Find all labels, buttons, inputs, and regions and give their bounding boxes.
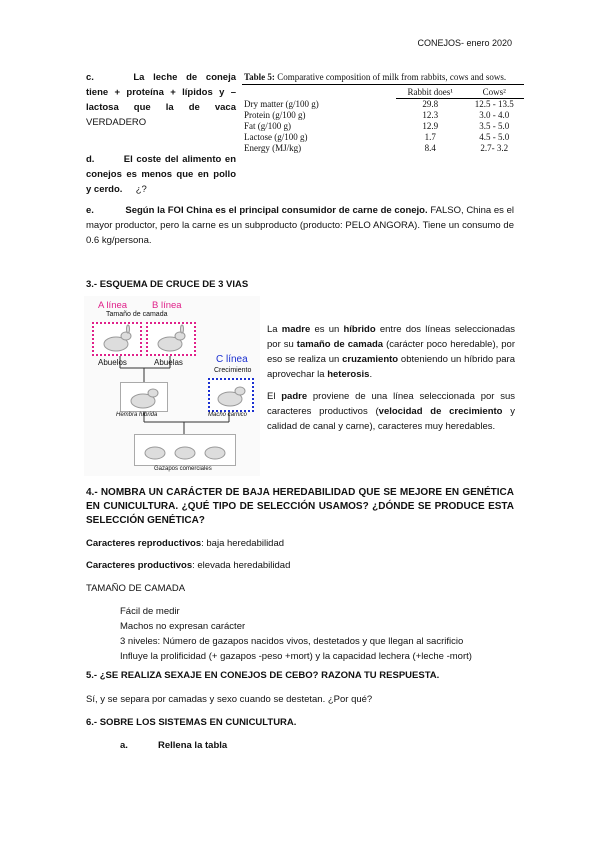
table-row: Energy (MJ/kg) 8.4 2.7- 3.2 <box>244 143 509 153</box>
item-d-line2: conejos es menos que en pollo <box>86 169 236 180</box>
item-e <box>86 203 514 248</box>
c-linea-label: C línea <box>216 354 248 365</box>
crecimiento-label: Crecimiento <box>214 367 252 374</box>
section3-paragraph-padre: El padre proviene de una línea seleccionada por sus caracteres productivos (velocidad de crecimiento y calidad de canal y carne), caracteres muy heredables. <box>267 391 516 432</box>
macho-label: Macho cárnico <box>208 412 248 418</box>
col-cows: Cows² <box>464 87 524 99</box>
section3-heading: 3.- ESQUEMA DE CRUCE DE 3 VIAS <box>86 279 249 290</box>
tamano-list <box>120 604 520 664</box>
col-rabbit: Rabbit does¹ <box>396 87 464 99</box>
gazapos-label: Gazapos comerciales <box>154 466 212 472</box>
list-item: Machos no expresan carácter <box>120 621 246 632</box>
item-e-answer: FALSO, China es el mayor productor, pero la carne es un subproducto (producto: PELO ANGORA). Tiene un consumo de 0.6 kg/persona. <box>86 205 514 246</box>
abuelos-b-box <box>146 322 196 356</box>
item-c-letter: c. <box>86 72 94 83</box>
item-d-letter: d. <box>86 154 95 165</box>
three-way-cross-diagram <box>84 296 260 476</box>
item-c-line3: lactosa que la de vaca <box>86 102 236 113</box>
macho-box <box>208 378 254 412</box>
section4-heading: 4.- NOMBRA UN CARÁCTER DE BAJA HEREDABILIDAD QUE SE MEJORE EN GENÉTICA EN CUNICULTURA. ¿QUÉ TIPO DE SELECCIÓN USAMOS? ¿DÓNDE SE PRODUCE ESTA SELECCIÓN GENÉTICA? <box>86 487 514 526</box>
abuelas-label: Abuelas <box>154 358 183 367</box>
item-c <box>86 70 236 130</box>
abuelos-label: Abuelos <box>98 358 127 367</box>
rabbit-icon <box>121 383 167 411</box>
item-d <box>86 152 236 197</box>
section6-heading: 6.- SOBRE LOS SISTEMAS EN CUNICULTURA. <box>86 717 297 728</box>
table-header-row <box>242 87 524 99</box>
rabbits-icon <box>135 435 235 465</box>
a-linea-label: A línea <box>98 300 128 311</box>
document-header: CONEJOS- enero 2020 <box>417 38 512 48</box>
hembra-label: Hembra híbrida <box>116 412 158 418</box>
table-row: Lactose (g/100 g) 1.7 4.5 - 5.0 <box>244 132 510 142</box>
reproductive-traits: Caracteres reproductivos: baja heredabilidad <box>86 538 285 549</box>
b-linea-label: B línea <box>152 300 182 311</box>
abuelos-a-box <box>92 322 142 356</box>
item-d-line3: y cerdo. <box>86 184 123 195</box>
gazapos-box <box>134 434 236 466</box>
section6-item-a-text: Rellena la tabla <box>158 740 228 751</box>
item-c-line2: tiene + proteína + lípidos y – <box>86 87 236 98</box>
item-c-answer: VERDADERO <box>86 117 147 128</box>
list-item: Fácil de medir <box>120 606 180 617</box>
item-e-letter: e. <box>86 205 94 216</box>
list-item: 3 niveles: Número de gazapos nacidos vivos, destetados y que llegan al sacrificio <box>120 636 464 647</box>
table-row: Dry matter (g/100 g) 29.8 12.5 - 13.5 <box>244 98 514 109</box>
table-caption: Table 5: Comparative composition of milk from rabbits, cows and sows. <box>242 70 524 85</box>
tamano-label: Tamaño de camada <box>106 311 168 318</box>
rabbit-icon <box>94 324 140 354</box>
productive-traits: Caracteres productivos: elevada heredabilidad <box>86 560 291 571</box>
section5-heading: 5.- ¿SE REALIZA SEXAJE EN CONEJOS DE CEBO? RAZONA TU RESPUESTA. <box>86 670 440 681</box>
rabbit-icon <box>148 324 194 354</box>
tamano-camada-heading: TAMAÑO DE CAMADA <box>86 583 186 594</box>
item-d-question: ¿? <box>135 184 147 195</box>
section3-paragraph-madre: La madre es un híbrido entre dos líneas seleccionadas por su tamaño de camada (carácter poco heredable), por eso se realiza un cruzamiento obteniendo un híbrido para aprovechar la heterosis. <box>267 324 515 380</box>
table-row: Protein (g/100 g) 12.3 3.0 - 4.0 <box>244 110 510 120</box>
milk-composition-table <box>242 70 524 154</box>
hembra-box <box>120 382 168 412</box>
item-c-line1: La leche de coneja <box>133 72 237 83</box>
section5-answer: Sí, y se separa por camadas y sexo cuando se destetan. ¿Por qué? <box>86 694 373 705</box>
list-item: Influye la prolificidad (+ gazapos -peso +mort) y la capacidad lechera (+leche -mort) <box>120 651 472 662</box>
table-row: Fat (g/100 g) 12.9 3.5 - 5.0 <box>244 121 510 131</box>
item-d-line1: El coste del alimento en <box>123 154 237 165</box>
section6-item-a-letter: a. <box>120 740 128 751</box>
rabbit-icon <box>210 380 252 410</box>
item-e-statement: Según la FOI China es el principal consumidor de carne de conejo. <box>125 205 428 216</box>
